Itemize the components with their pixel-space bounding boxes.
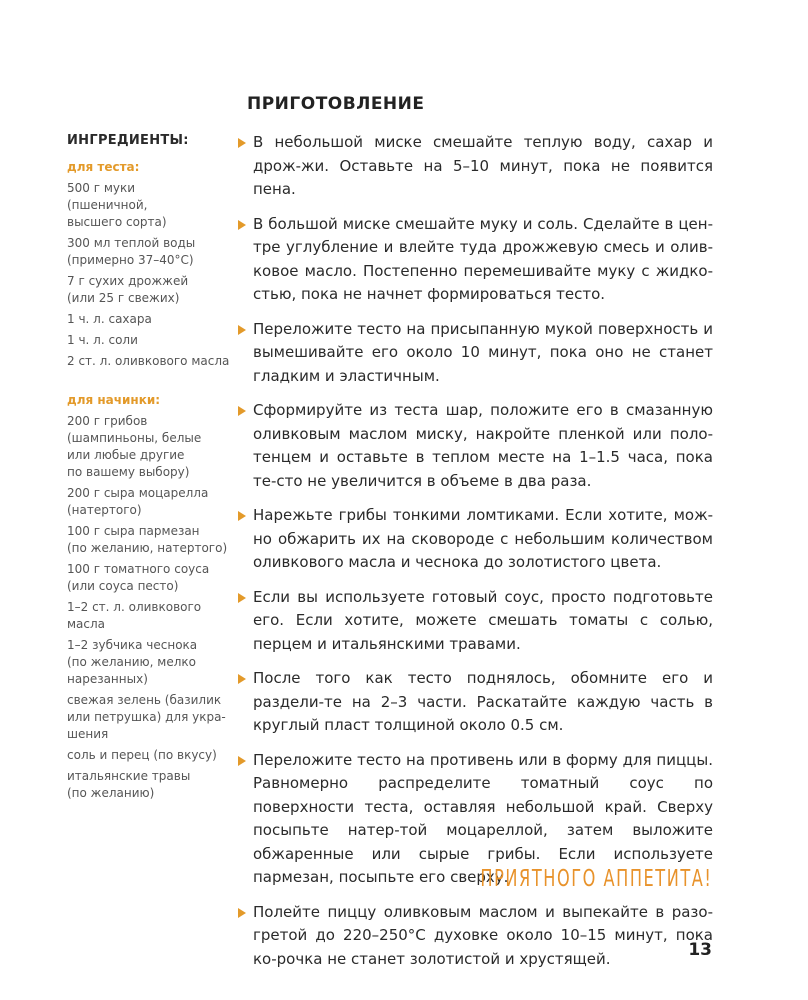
bullet-triangle-icon [238,908,246,918]
bullet-triangle-icon [238,138,246,148]
bullet-triangle-icon [238,406,246,416]
bullet-triangle-icon [238,756,246,766]
dough-ingredient: 1 ч. л. соли [67,333,138,347]
bullet-triangle-icon [238,325,246,335]
step-item [233,131,713,202]
bullet-triangle-icon [238,511,246,521]
dough-subheading: для теста: [67,160,140,174]
step-text: Нарежьте грибы тонкими ломтиками. Если хотите, мож-но обжарить их на сковороде с небольшим количеством оливкового масла и чеснока до золотистого цвета. [253,506,713,571]
filling-ingredient: свежая зелень (базилик или петрушка) для укра- шения [67,693,226,741]
step-item [233,504,713,575]
step-text: После того как тесто поднялось, обомните его и раздели-те на 2–3 части. Раскатайте каждую часть в круглый пласт толщиной около 0.5 см. [253,669,713,734]
filling-ingredient: 200 г сыра моцарелла (натертого) [67,486,209,517]
filling-ingredient: 200 г грибов (шампиньоны, белые или любые другие по вашему выбору) [67,414,202,479]
filling-ingredient: 1–2 ст. л. оливкового масла [67,600,202,631]
filling-ingredient: итальянские травы (по желанию) [67,769,191,800]
step-item [233,667,713,738]
step-text: Переложите тесто на противень или в форму для пиццы. Равномерно распределите томатный соус по поверхности теста, оставляя небольшой край. Сверху посыпьте натер-той моцареллой, затем выложите обжаренные или сырые грибы. Если используете пармезан, посыпьте его сверху. [253,750,713,886]
filling-ingredient: 100 г томатного соуса (или соуса песто) [67,562,210,593]
dough-ingredient: 500 г муки (пшеничной, высшего сорта) [67,181,167,229]
filling-subheading: для начинки: [67,393,161,407]
step-text: Сформируйте из теста шар, положите его в смазанную оливковым маслом миску, накройте пленкой или поло-тенцем и оставьте в теплом месте на 1–1.5 часа, пока те-сто не увеличится в объеме в два раза. [253,401,713,490]
ingredients-heading: ИНГРЕДИЕНТЫ: [67,133,189,148]
filling-ingredient: соль и перец (по вкусу) [67,748,217,762]
step-text: Если вы используете готовый соус, просто подготовьте его. Если хотите, можете смешать томаты с солью, перцем и итальянскими травами. [253,587,713,653]
bullet-triangle-icon [238,593,246,603]
steps-list [233,131,713,982]
ingredients-column [67,132,235,806]
closing-greeting: ПРИЯТНОГО АППЕТИТА! [480,866,712,892]
bullet-triangle-icon [238,220,246,230]
dough-ingredient: 2 ст. л. оливкового масла [67,354,230,368]
filling-ingredient: 1–2 зубчика чеснока (по желанию, мелко нарезанных) [67,638,198,686]
step-item [233,318,713,389]
dough-ingredient: 1 ч. л. сахара [67,312,152,326]
filling-ingredient: 100 г сыра пармезан (по желанию, натертого) [67,524,228,555]
step-text: В небольшой миске смешайте теплую воду, сахар и дрож-жи. Оставьте на 5–10 минут, пока не появится пена. [253,133,713,198]
step-text: Полейте пиццу оливковым маслом и выпекайте в разо-гретой до 220–250°C духовке около 10–15 минут, пока ко-рочка не станет золотистой и хрустящей. [253,902,713,968]
page-title: ПРИГОТОВЛЕНИЕ [247,94,425,114]
step-item [233,586,713,657]
step-item [233,213,713,307]
step-text: В большой миске смешайте муку и соль. Сделайте в цен-тре углубление и влейте туда дрожжевую смесь и олив-ковое масло. Постепенно перемешивайте муку с жидко-стью, пока не начнет формироваться тесто. [253,214,713,303]
step-item [233,901,713,972]
dough-ingredient: 300 мл теплой воды (примерно 37–40°C) [67,236,196,267]
page-number: 13 [688,940,712,960]
step-item [233,399,713,493]
step-text: Переложите тесто на присыпанную мукой поверхность и вымешивайте его около 10 минут, пока оно не станет гладким и эластичным. [253,319,713,385]
bullet-triangle-icon [238,674,246,684]
dough-ingredient: 7 г сухих дрожжей (или 25 г свежих) [67,274,189,305]
